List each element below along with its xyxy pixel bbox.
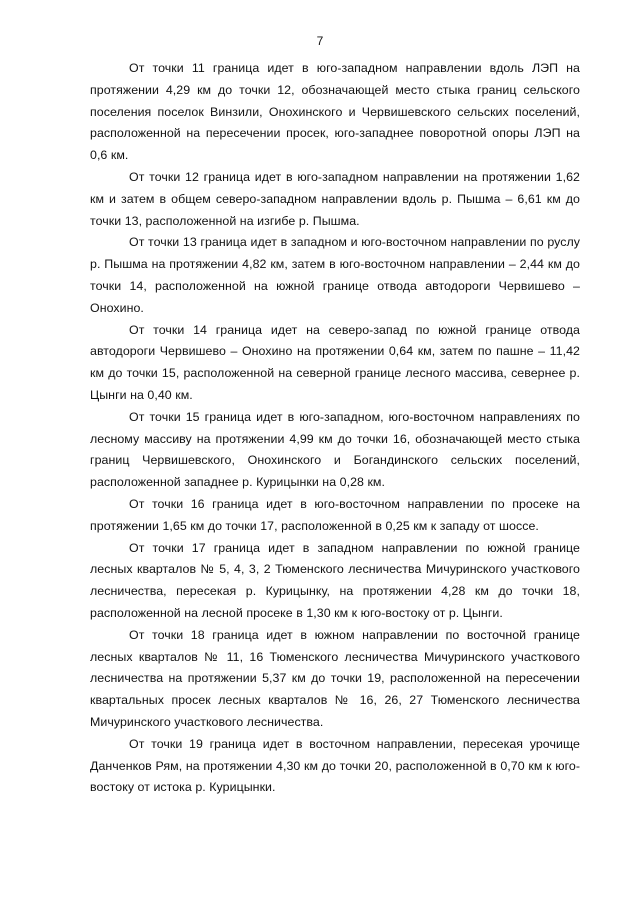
paragraph-point-11: От точки 11 граница идет в юго-западном направлении вдоль ЛЭП на протяжении 4,29 км до точки 12, обозначающей место стыка границ сельского поселения поселок Винзили, Онохинского и Червишевского сельских поселений, расположенной на пересечении просек, юго-западнее поворотной опоры ЛЭП на 0,6 км. [90,61,580,163]
paragraph-point-12: От точки 12 граница идет в юго-западном направлении на протяжении 1,62 км и затем в общем северо-западном направлении вдоль р. Пышма – 6,61 км до точки 13, расположенной на изгибе р. Пышма. [90,169,580,228]
paragraph-point-13: От точки 13 граница идет в западном и юго-восточном направлении по руслу р. Пышма на протяжении 4,82 км, затем в юго-восточном направлении – 2,44 км до точки 14, расположенной на южной границе отвода автодороги Червишево – Онохино. [90,235,580,315]
paragraph-point-17: От точки 17 граница идет в западном направлении по южной границе лесных кварталов № 5, 4, 3, 2 Тюменского лесничества Мичуринского участкового лесничества, пересекая р. Курицынку, на протяжении 4,28 км до точки 18, расположенной на лесной просеке в 1,30 км к юго-востоку от р. Цынги. [90,540,580,620]
document-body [90,58,580,799]
page-number: 7 [316,34,324,48]
paragraph-point-14: От точки 14 граница идет на северо-запад по южной границе отвода автодороги Червишево – Онохино на протяжении 0,64 км, затем по пашне – 11,42 км до точки 15, расположенной на северной границе лесного массива, севернее р. Цынги на 0,40 км. [90,322,580,402]
paragraph-point-15: От точки 15 граница идет в юго-западном, юго-восточном направлениях по лесному массиву на протяжении 4,99 км до точки 16, обозначающей место стыка границ Червишевского, Онохинского и Богандинского сельских поселений, расположенной западнее р. Курицынки на 0,28 км. [90,409,580,490]
paragraph-point-18: От точки 18 граница идет в южном направлении по восточной границе лесных кварталов № 11, 16 Тюменского лесничества Мичуринского участкового лесничества на протяжении 5,37 км до точки 19, расположенной на пересечении квартальных просек лесных кварталов № 16, 26, 27 Тюменского лесничества Мичуринского участкового лесничества. [90,627,580,729]
paragraph-point-16: От точки 16 граница идет в юго-восточном направлении по просеке на протяжении 1,65 км до точки 17, расположенной в 0,25 км к западу от шоссе. [90,496,580,533]
paragraph-point-19: От точки 19 граница идет в восточном направлении, пересекая урочище Данченков Рям, на протяжении 4,30 км до точки 20, расположенной в 0,70 км к юго-востоку от истока р. Курицынки. [90,736,580,795]
